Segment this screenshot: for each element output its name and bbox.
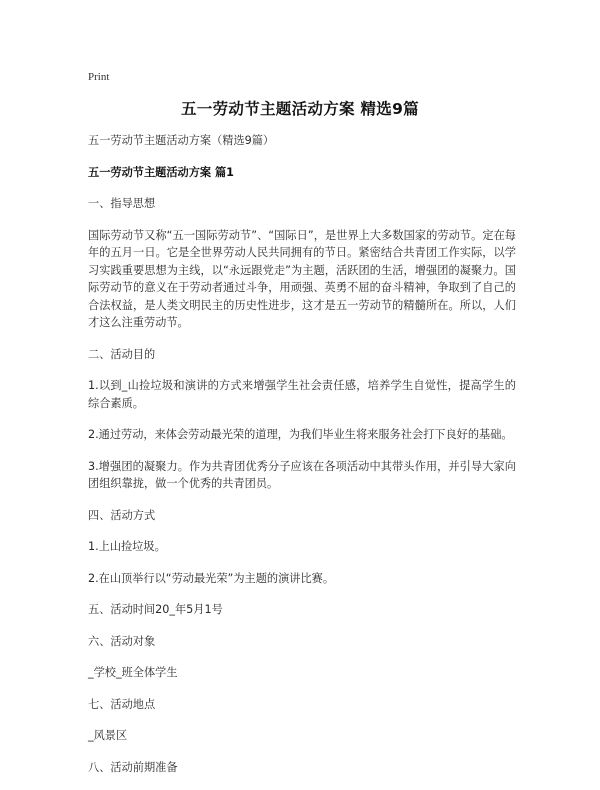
document-title: 五一劳动节主题活动方案 精选9篇 <box>181 100 419 118</box>
paragraph-target: _学校_班全体学生 <box>88 666 178 679</box>
paragraph-method-heading: 四、活动方式 <box>88 508 156 522</box>
document-body <box>88 132 516 790</box>
print-label: Print <box>88 71 110 83</box>
paragraph-purpose-heading: 二、活动目的 <box>88 347 156 361</box>
paragraph-location-heading: 七、活动地点 <box>88 697 156 711</box>
document-subtitle: 五一劳动节主题活动方案（精选9篇） <box>88 134 275 147</box>
paragraph-location: _风景区 <box>88 729 128 742</box>
paragraph-target-heading: 六、活动对象 <box>88 634 156 648</box>
paragraph-purpose-1: 1.以到_山捡垃圾和演讲的方式来增强学生社会责任感，培养学生自觉性，提高学生的综合素质。 <box>88 379 516 410</box>
section-heading: 五一劳动节主题活动方案 篇1 <box>88 165 234 179</box>
paragraph-guiding-ideology-heading: 一、指导思想 <box>88 197 156 210</box>
paragraph-purpose-3: 3.增强团的凝聚力。作为共青团优秀分子应该在各项活动中其带头作用，并引导大家向团组织靠拢，做一个优秀的共青团员。 <box>88 459 516 490</box>
paragraph-preparation-heading: 八、活动前期准备 <box>88 760 178 774</box>
paragraph-method-1: 1.上山捡垃圾。 <box>88 540 166 553</box>
paragraph-time: 五、活动时间20_年5月1号 <box>88 603 223 616</box>
paragraph-method-2: 2.在山顶举行以“劳动最光荣”为主题的演讲比赛。 <box>88 571 335 585</box>
paragraph-purpose-2: 2.通过劳动，来体会劳动最光荣的道理，为我们毕业生将来服务社会打下良好的基础。 <box>88 428 513 441</box>
paragraph-guiding-ideology: 国际劳动节又称“五一国际劳动节”、“国际日”，是世界上大多数国家的劳动节。定在每年的五月一日。它是全世界劳动人民共同拥有的节日。紧密结合共青团工作实际，以学习实践重要思想为主线，以“永远跟党走”为主题，活跃团的生活，增强团的凝聚力。国际劳动节的意义在于劳动者通过斗争，用顽强、英勇不屈的奋斗精神，争取到了自己的合法权益，是人类文明民主的历史性进步，这才是五一劳动节的精髓所在。所以，人们才这么注重劳动节。 <box>88 228 516 329</box>
